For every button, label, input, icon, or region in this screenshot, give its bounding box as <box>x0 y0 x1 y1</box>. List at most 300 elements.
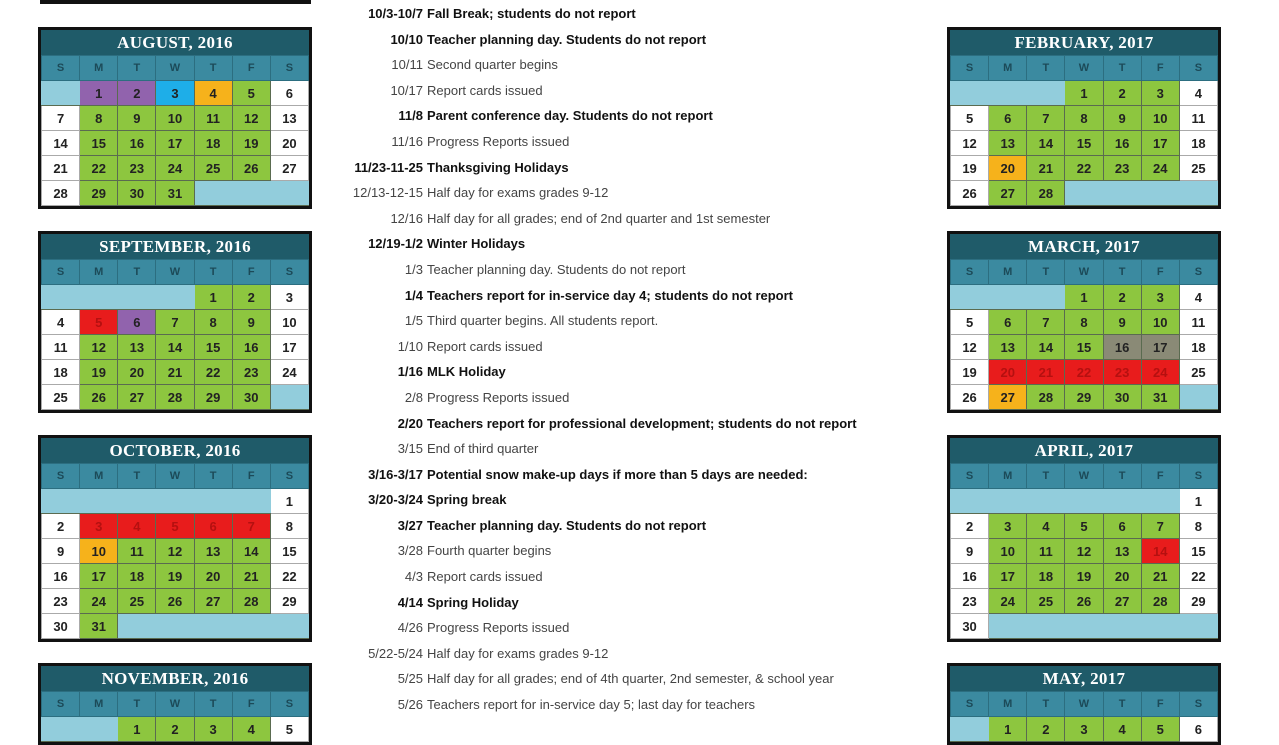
weekday-label: T <box>118 56 156 81</box>
event-item <box>320 52 940 78</box>
day-cell: 8 <box>1179 514 1217 539</box>
weekday-header <box>42 56 309 81</box>
event-item <box>320 1 940 27</box>
day-cell: 14 <box>1027 335 1065 360</box>
event-item <box>320 411 940 437</box>
day-cell <box>1065 489 1103 514</box>
event-date: 1/5 <box>404 313 423 329</box>
week-row <box>951 156 1218 181</box>
day-cell: 18 <box>1027 564 1065 589</box>
event-date: 1/4 <box>404 287 423 303</box>
week-row <box>951 539 1218 564</box>
day-cell <box>1065 614 1103 639</box>
week-row <box>42 285 309 310</box>
weekday-header <box>951 692 1218 717</box>
day-cell: 1 <box>80 81 118 106</box>
day-cell: 11 <box>1179 310 1217 335</box>
month-title: AUGUST, 2016 <box>41 30 309 55</box>
weekday-label: T <box>1027 464 1065 489</box>
day-cell: 11 <box>1179 106 1217 131</box>
event-date: 1/16 <box>397 364 423 380</box>
day-cell: 30 <box>951 614 989 639</box>
day-cell: 7 <box>1027 106 1065 131</box>
event-description: Half day for all grades; end of 2nd quarter and 1st semester <box>427 210 771 226</box>
week-row <box>951 514 1218 539</box>
week-row <box>951 335 1218 360</box>
day-cell: 22 <box>194 360 232 385</box>
day-cell: 23 <box>118 156 156 181</box>
weekday-label: F <box>232 260 270 285</box>
day-cell <box>270 181 308 206</box>
weekday-header <box>42 692 309 717</box>
day-cell: 29 <box>1179 589 1217 614</box>
day-cell: 24 <box>270 360 308 385</box>
weekday-label: S <box>1179 260 1217 285</box>
day-cell: 8 <box>270 514 308 539</box>
day-cell: 28 <box>232 589 270 614</box>
day-cell: 25 <box>118 589 156 614</box>
day-cell: 2 <box>1103 285 1141 310</box>
day-cell: 25 <box>42 385 80 410</box>
weekday-header <box>42 260 309 285</box>
day-cell <box>232 614 270 639</box>
week-row <box>951 131 1218 156</box>
event-date: 11/23-11-25 <box>354 159 423 175</box>
day-cell: 16 <box>118 131 156 156</box>
week-row <box>42 335 309 360</box>
day-cell: 12 <box>156 539 194 564</box>
day-cell <box>1179 614 1217 639</box>
month-title: MAY, 2017 <box>950 666 1218 691</box>
week-row <box>42 514 309 539</box>
day-cell: 17 <box>270 335 308 360</box>
day-cell: 18 <box>1179 131 1217 156</box>
day-cell: 14 <box>156 335 194 360</box>
day-cell: 27 <box>989 181 1027 206</box>
event-date: 4/14 <box>397 594 423 610</box>
day-cell: 19 <box>232 131 270 156</box>
day-cell: 12 <box>1065 539 1103 564</box>
day-cell: 4 <box>1103 717 1141 742</box>
day-cell: 8 <box>194 310 232 335</box>
day-cell: 23 <box>1103 360 1141 385</box>
day-cell <box>951 489 989 514</box>
week-row <box>42 360 309 385</box>
month-calendar <box>38 27 312 209</box>
weekday-label: M <box>80 692 118 717</box>
event-item <box>320 564 940 590</box>
event-date: 1/10 <box>397 338 423 354</box>
day-cell: 4 <box>232 717 270 742</box>
day-cell <box>118 285 156 310</box>
day-cell: 26 <box>951 385 989 410</box>
day-cell: 31 <box>156 181 194 206</box>
weekday-label: T <box>1103 464 1141 489</box>
week-row <box>42 489 309 514</box>
week-row <box>42 385 309 410</box>
weekday-label: F <box>232 692 270 717</box>
day-cell: 13 <box>270 106 308 131</box>
weekday-label: W <box>156 692 194 717</box>
event-description: MLK Holiday <box>427 364 506 380</box>
day-cell: 9 <box>118 106 156 131</box>
day-cell: 27 <box>270 156 308 181</box>
day-cell: 5 <box>951 106 989 131</box>
event-description: Spring break <box>427 492 507 508</box>
weekday-header <box>951 464 1218 489</box>
day-cell <box>42 81 80 106</box>
day-cell: 16 <box>1103 131 1141 156</box>
day-cell: 20 <box>194 564 232 589</box>
day-cell <box>1027 285 1065 310</box>
event-description: Report cards issued <box>427 338 543 354</box>
day-cell: 20 <box>270 131 308 156</box>
event-item <box>320 78 940 104</box>
day-cell: 18 <box>118 564 156 589</box>
day-cell: 26 <box>80 385 118 410</box>
event-item <box>320 487 940 513</box>
day-cell <box>1179 181 1217 206</box>
event-item <box>320 103 940 129</box>
day-cell <box>1141 614 1179 639</box>
weekday-label: T <box>118 260 156 285</box>
day-cell <box>194 489 232 514</box>
weekday-header <box>951 260 1218 285</box>
event-date: 4/26 <box>397 620 423 636</box>
weekday-label: F <box>1141 464 1179 489</box>
day-cell: 13 <box>989 131 1027 156</box>
week-row <box>42 717 309 742</box>
day-cell: 3 <box>270 285 308 310</box>
month-grid <box>41 463 309 639</box>
weekday-label: W <box>1065 692 1103 717</box>
event-date: 12/13-12-15 <box>352 185 423 201</box>
day-cell: 3 <box>1141 81 1179 106</box>
day-cell: 1 <box>270 489 308 514</box>
event-date: 11/8 <box>398 108 423 124</box>
weekday-label: W <box>1065 56 1103 81</box>
events-list <box>320 1 940 718</box>
weekday-label: M <box>80 56 118 81</box>
day-cell: 3 <box>156 81 194 106</box>
day-cell: 3 <box>1141 285 1179 310</box>
weekday-label: T <box>1103 692 1141 717</box>
day-cell: 4 <box>42 310 80 335</box>
event-item <box>320 462 940 488</box>
event-item <box>320 615 940 641</box>
day-cell: 2 <box>1027 717 1065 742</box>
event-description: Teacher planning day. Students do not report <box>427 31 707 47</box>
day-cell: 10 <box>80 539 118 564</box>
event-item <box>320 155 940 181</box>
day-cell: 4 <box>1027 514 1065 539</box>
event-description: Fall Break; students do not report <box>427 6 636 21</box>
day-cell: 3 <box>80 514 118 539</box>
month-title: APRIL, 2017 <box>950 438 1218 463</box>
week-row <box>951 81 1218 106</box>
day-cell: 24 <box>1141 360 1179 385</box>
day-cell: 27 <box>194 589 232 614</box>
weekday-label: T <box>194 464 232 489</box>
event-description: Third quarter begins. All students report. <box>427 313 659 329</box>
day-cell: 16 <box>1103 335 1141 360</box>
event-description: Fourth quarter begins <box>427 543 552 559</box>
event-item <box>320 641 940 667</box>
day-cell: 8 <box>1065 106 1103 131</box>
week-row <box>42 81 309 106</box>
event-date: 2/8 <box>404 389 423 405</box>
day-cell: 21 <box>232 564 270 589</box>
week-row <box>951 181 1218 206</box>
day-cell <box>951 81 989 106</box>
day-cell: 24 <box>156 156 194 181</box>
day-cell: 12 <box>80 335 118 360</box>
week-row <box>951 385 1218 410</box>
day-cell: 16 <box>232 335 270 360</box>
weekday-label: T <box>194 692 232 717</box>
event-item <box>320 692 940 718</box>
month-grid <box>950 463 1218 639</box>
day-cell: 6 <box>118 310 156 335</box>
day-cell: 5 <box>232 81 270 106</box>
day-cell: 22 <box>270 564 308 589</box>
day-cell <box>80 285 118 310</box>
event-item <box>320 180 940 206</box>
event-date: 11/16 <box>391 133 423 149</box>
day-cell: 23 <box>42 589 80 614</box>
day-cell: 10 <box>156 106 194 131</box>
day-cell: 25 <box>1027 589 1065 614</box>
day-cell: 9 <box>42 539 80 564</box>
day-cell: 2 <box>42 514 80 539</box>
day-cell: 1 <box>1065 81 1103 106</box>
day-cell <box>1103 489 1141 514</box>
day-cell <box>1141 489 1179 514</box>
event-date: 12/16 <box>390 210 423 226</box>
day-cell: 11 <box>118 539 156 564</box>
day-cell: 3 <box>989 514 1027 539</box>
day-cell: 15 <box>1065 335 1103 360</box>
day-cell: 15 <box>1065 131 1103 156</box>
event-description: Spring Holiday <box>427 594 519 610</box>
week-row <box>951 489 1218 514</box>
day-cell: 1 <box>1065 285 1103 310</box>
week-row <box>42 131 309 156</box>
month-title: SEPTEMBER, 2016 <box>41 234 309 259</box>
day-cell: 28 <box>1141 589 1179 614</box>
day-cell: 1 <box>989 717 1027 742</box>
day-cell: 9 <box>1103 310 1141 335</box>
day-cell: 2 <box>1103 81 1141 106</box>
weekday-label: T <box>1027 692 1065 717</box>
day-cell: 9 <box>951 539 989 564</box>
weekday-label: W <box>1065 260 1103 285</box>
day-cell <box>989 285 1027 310</box>
event-date: 3/20-3/24 <box>368 492 423 508</box>
day-cell: 7 <box>1141 514 1179 539</box>
day-cell <box>270 385 308 410</box>
day-cell: 3 <box>1065 717 1103 742</box>
day-cell <box>194 181 232 206</box>
weekday-label: S <box>270 692 308 717</box>
day-cell: 28 <box>156 385 194 410</box>
weekday-label: S <box>42 692 80 717</box>
day-cell: 27 <box>989 385 1027 410</box>
day-cell: 18 <box>1179 335 1217 360</box>
event-description: Half day for exams grades 9-12 <box>427 185 609 201</box>
day-cell: 14 <box>232 539 270 564</box>
weekday-label: T <box>1103 56 1141 81</box>
month-title: FEBRUARY, 2017 <box>950 30 1218 55</box>
week-row <box>42 614 309 639</box>
month-grid <box>41 691 309 742</box>
day-cell: 5 <box>270 717 308 742</box>
day-cell <box>80 717 118 742</box>
day-cell: 13 <box>989 335 1027 360</box>
week-row <box>42 589 309 614</box>
day-cell: 20 <box>989 156 1027 181</box>
event-date: 10/11 <box>391 57 423 73</box>
day-cell <box>1065 181 1103 206</box>
week-row <box>42 564 309 589</box>
event-item <box>320 590 940 616</box>
day-cell <box>156 285 194 310</box>
weekday-label: M <box>989 464 1027 489</box>
weekday-label: W <box>1065 464 1103 489</box>
day-cell: 20 <box>989 360 1027 385</box>
month-grid <box>950 55 1218 206</box>
day-cell: 11 <box>1027 539 1065 564</box>
day-cell: 22 <box>1065 156 1103 181</box>
event-date: 5/25 <box>397 671 423 687</box>
day-cell: 29 <box>80 181 118 206</box>
day-cell: 25 <box>194 156 232 181</box>
day-cell <box>118 489 156 514</box>
week-row <box>42 106 309 131</box>
event-description: Second quarter begins <box>427 57 558 73</box>
event-description: Teacher planning day. Students do not report <box>427 261 686 277</box>
day-cell <box>270 614 308 639</box>
day-cell: 29 <box>270 589 308 614</box>
weekday-label: T <box>1103 260 1141 285</box>
event-date: 12/19-1/2 <box>368 236 423 252</box>
day-cell: 15 <box>1179 539 1217 564</box>
day-cell: 7 <box>42 106 80 131</box>
event-item <box>320 666 940 692</box>
day-cell: 29 <box>194 385 232 410</box>
day-cell: 22 <box>1179 564 1217 589</box>
day-cell: 21 <box>1027 156 1065 181</box>
day-cell: 26 <box>232 156 270 181</box>
day-cell: 8 <box>1065 310 1103 335</box>
event-description: Teachers report for professional development; students do not report <box>427 415 857 431</box>
event-date: 10/17 <box>390 82 423 98</box>
weekday-label: S <box>951 260 989 285</box>
event-date: 1/3 <box>404 261 423 277</box>
week-row <box>951 589 1218 614</box>
day-cell: 27 <box>118 385 156 410</box>
day-cell: 5 <box>156 514 194 539</box>
day-cell: 7 <box>1027 310 1065 335</box>
weekday-label: M <box>80 464 118 489</box>
day-cell: 6 <box>989 106 1027 131</box>
week-row <box>951 564 1218 589</box>
weekday-label: S <box>270 464 308 489</box>
day-cell <box>1027 614 1065 639</box>
week-row <box>951 106 1218 131</box>
weekday-label: S <box>270 260 308 285</box>
day-cell: 17 <box>156 131 194 156</box>
day-cell: 11 <box>194 106 232 131</box>
day-cell: 2 <box>232 285 270 310</box>
weekday-label: S <box>42 464 80 489</box>
day-cell: 18 <box>194 131 232 156</box>
day-cell: 27 <box>1103 589 1141 614</box>
weekday-label: W <box>156 260 194 285</box>
previous-calendar-edge <box>40 0 311 4</box>
event-item <box>320 206 940 232</box>
day-cell: 15 <box>80 131 118 156</box>
day-cell: 10 <box>1141 106 1179 131</box>
event-description: Half day for all grades; end of 4th quarter, 2nd semester, & school year <box>427 671 834 687</box>
weekday-label: T <box>118 464 156 489</box>
day-cell: 31 <box>80 614 118 639</box>
month-grid <box>41 55 309 206</box>
event-description: Progress Reports issued <box>427 389 570 405</box>
day-cell: 28 <box>42 181 80 206</box>
weekday-header <box>951 56 1218 81</box>
weekday-label: S <box>951 464 989 489</box>
day-cell <box>80 489 118 514</box>
month-calendar <box>947 231 1221 413</box>
event-description: Report cards issued <box>427 82 543 98</box>
day-cell: 19 <box>80 360 118 385</box>
day-cell: 7 <box>232 514 270 539</box>
day-cell: 23 <box>951 589 989 614</box>
week-row <box>42 539 309 564</box>
day-cell: 26 <box>156 589 194 614</box>
weekday-label: T <box>194 56 232 81</box>
month-calendar <box>947 435 1221 642</box>
event-date: 3/28 <box>397 543 423 559</box>
week-row <box>951 310 1218 335</box>
day-cell: 1 <box>118 717 156 742</box>
day-cell: 13 <box>194 539 232 564</box>
day-cell <box>42 717 80 742</box>
day-cell: 20 <box>118 360 156 385</box>
weekday-label: W <box>156 464 194 489</box>
day-cell: 14 <box>42 131 80 156</box>
weekday-label: S <box>270 56 308 81</box>
day-cell: 9 <box>1103 106 1141 131</box>
month-grid <box>41 259 309 410</box>
event-description: Teacher planning day. Students do not report <box>427 517 707 533</box>
week-row <box>42 181 309 206</box>
weekday-label: F <box>1141 692 1179 717</box>
day-cell <box>1027 489 1065 514</box>
day-cell: 29 <box>1065 385 1103 410</box>
event-description: End of third quarter <box>427 441 539 457</box>
event-description: Thanksgiving Holidays <box>427 159 569 175</box>
event-description: Teachers report for in-service day 5; last day for teachers <box>427 697 756 713</box>
day-cell: 28 <box>1027 385 1065 410</box>
day-cell: 5 <box>951 310 989 335</box>
day-cell: 7 <box>156 310 194 335</box>
day-cell: 14 <box>1141 539 1179 564</box>
event-item <box>320 257 940 283</box>
weekday-label: S <box>951 56 989 81</box>
day-cell: 16 <box>42 564 80 589</box>
